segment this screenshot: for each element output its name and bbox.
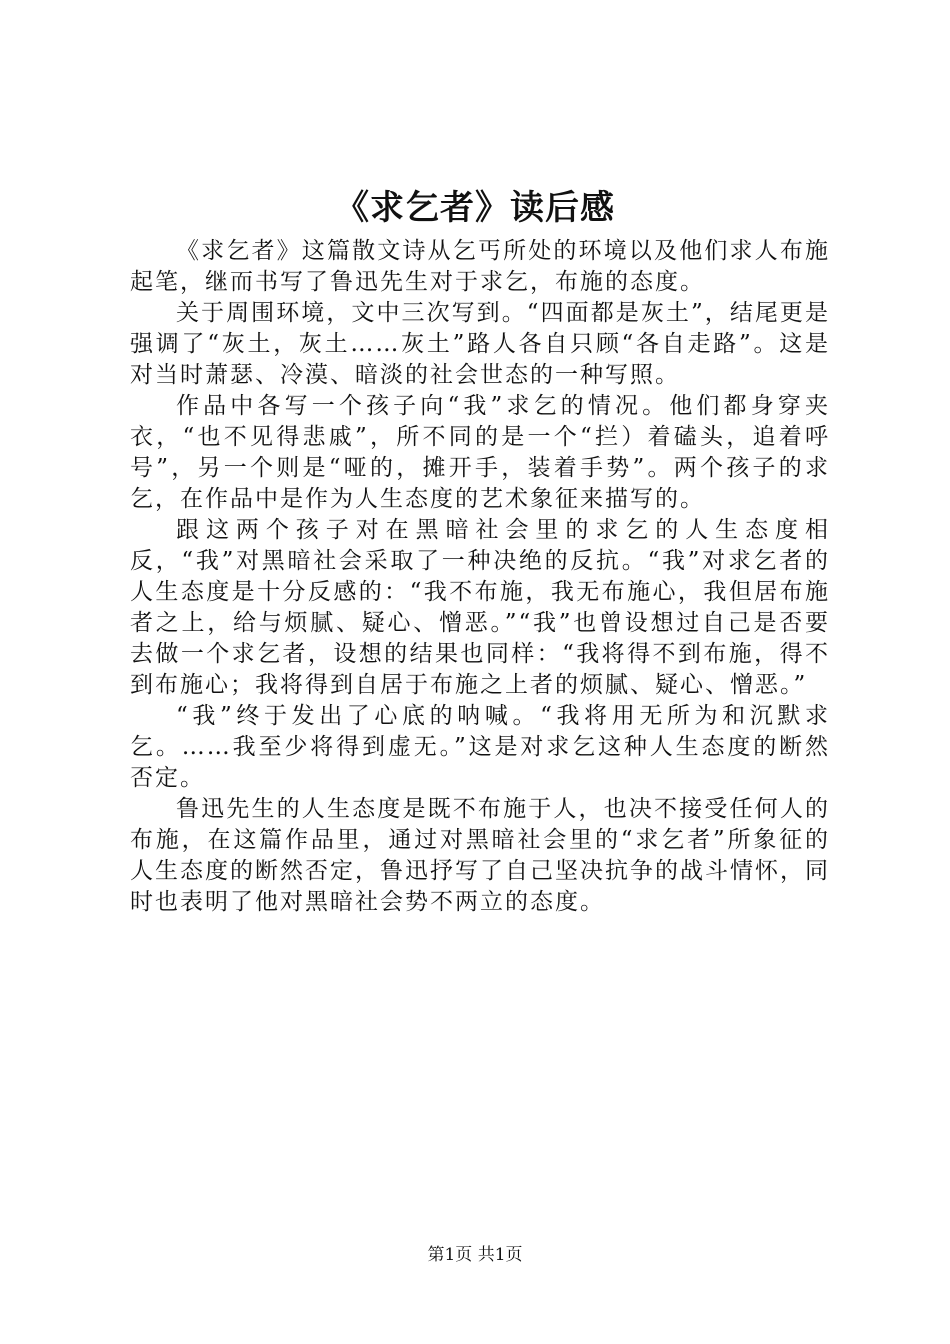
paragraph-conclusion: 鲁迅先生的人生态度是既不布施于人，也决不接受任何人的布施，在这篇作品里，通过对黑暗社会里的“求乞者”所象征的人生态度的断然否定，鲁迅抒写了自己坚决抗争的战斗情怀，同时也表明了他对黑暗社会势不两立的态度。 bbox=[130, 796, 830, 915]
paragraph-outcry: “我”终于发出了心底的呐喊。“我将用无所为和沉默求乞。……我至少将得到虚无。”这是对求乞这种人生态度的断然否定。 bbox=[130, 703, 830, 791]
document-body bbox=[130, 236, 830, 918]
paragraph-environment: 关于周围环境，文中三次写到。“四面都是灰土”，结尾更是强调了“灰土，灰土……灰土”路人各自只顾“各自走路”。这是对当时萧瑟、冷漠、暗淡的社会世态的一种写照。 bbox=[130, 300, 830, 388]
paragraph-resistance: 跟这两个孩子对在黑暗社会里的求乞的人生态度相反，“我”对黑暗社会采取了一种决绝的反抗。“我”对求乞者的人生态度是十分反感的：“我不布施，我无布施心，我但居布施者之上，给与烦腻、疑心、憎恶。”“我”也曾设想过自己是否要去做一个求乞者，设想的结果也同样：“我将得不到布施，得不到布施心；我将得到自居于布施之上者的烦腻、疑心、憎恶。” bbox=[130, 517, 830, 698]
page-number-footer: 第1页 共1页 bbox=[427, 1245, 523, 1265]
paragraph-intro: 《求乞者》这篇散文诗从乞丐所处的环境以及他们求人布施起笔，继而书写了鲁迅先生对于求乞，布施的态度。 bbox=[130, 238, 830, 295]
paragraph-two-children: 作品中各写一个孩子向“我”求乞的情况。他们都身穿夹衣，“也不见得悲戚”，所不同的是一个“拦）着磕头，追着呼号”，另一个则是“哑的，摊开手，装着手势”。两个孩子的求乞，在作品中是作为人生态度的艺术象征来描写的。 bbox=[130, 393, 830, 512]
document-title: 《求乞者》读后感 bbox=[335, 188, 615, 228]
